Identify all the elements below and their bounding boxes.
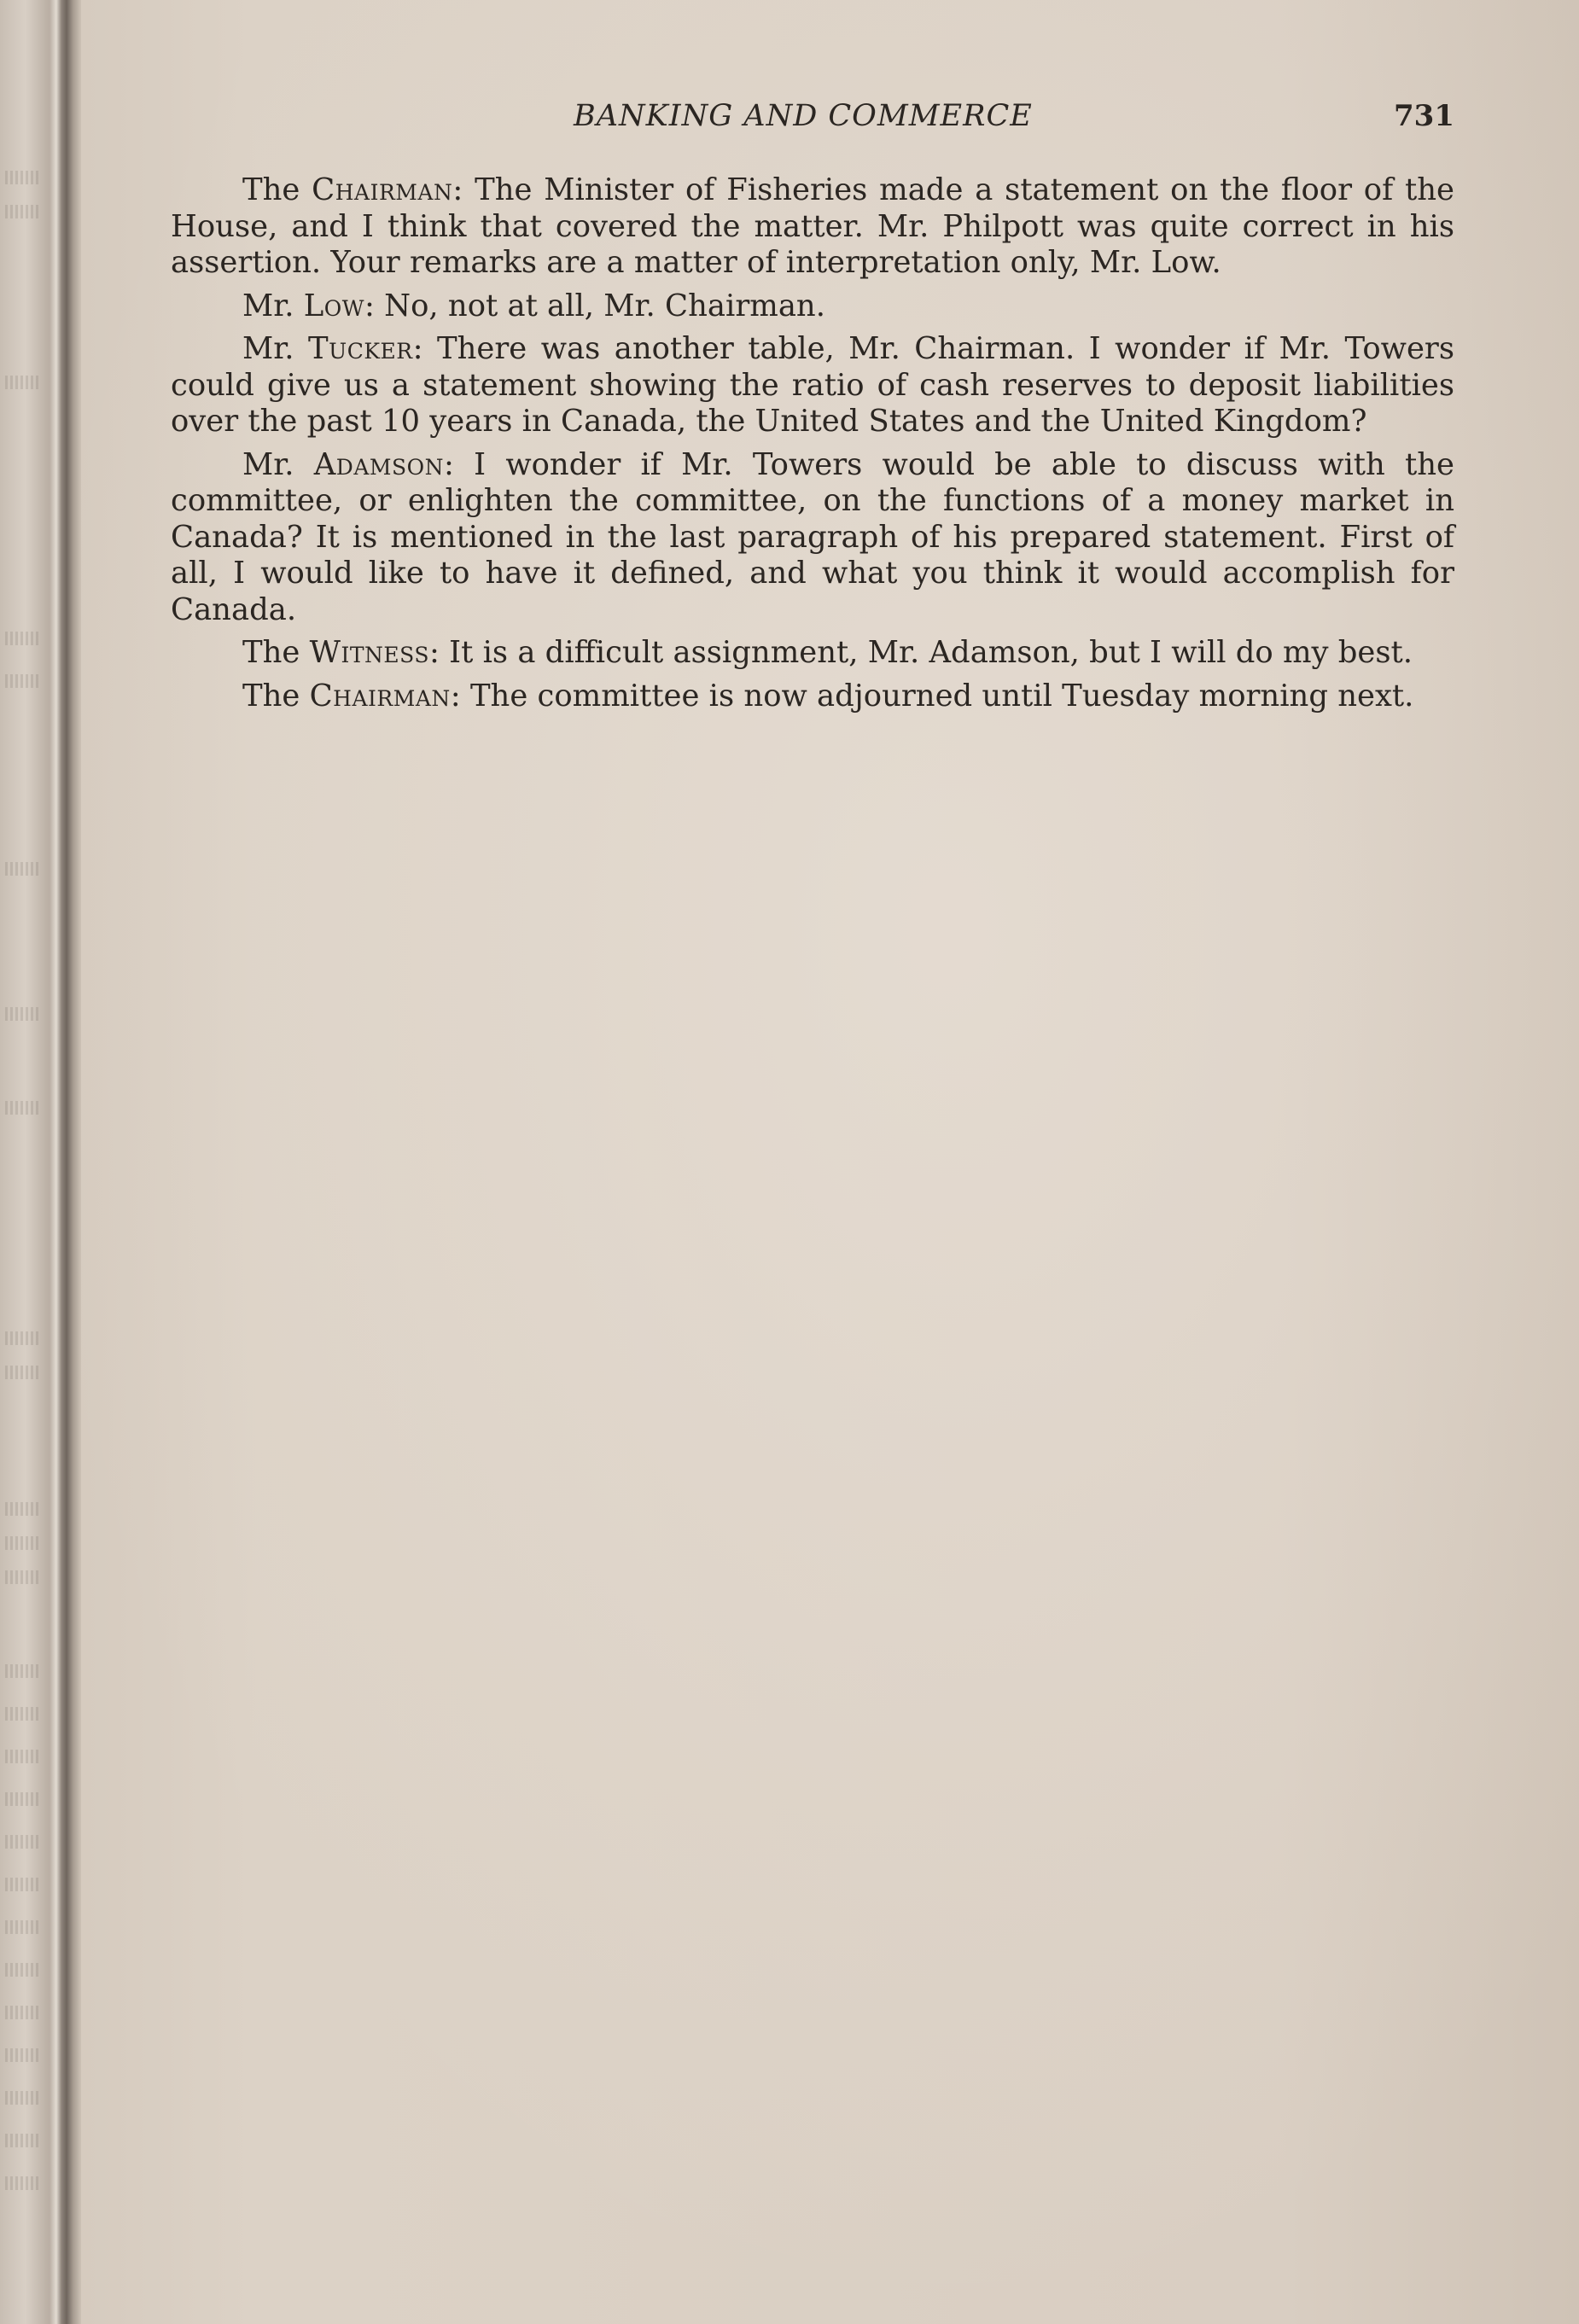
facing-page-bleed — [5, 1331, 39, 1345]
paragraph-text: : The committee is now adjourned until Tuesday morning next. — [450, 678, 1414, 714]
speaker-name: Low — [303, 288, 364, 323]
facing-page-bleed — [5, 2134, 39, 2147]
speaker-name: Chairman — [309, 678, 451, 714]
speaker-prefix: The — [242, 172, 312, 207]
paragraph — [171, 447, 1454, 629]
facing-page-bleed — [5, 632, 39, 645]
facing-page-bleed — [5, 1664, 39, 1678]
paragraph-text: : I wonder if Mr. Towers would be able to discuss with the committee, or enlighten the committee, on the functions of a money market in Canada? It is mentioned in the last paragraph of his prepared statement. First of all, I would like to have it defined, and what you think it would accomplish for Canada. — [171, 446, 1454, 627]
facing-page-bleed — [5, 2176, 39, 2190]
speaker-prefix: Mr. — [242, 331, 309, 366]
facing-page-bleed — [5, 1878, 39, 1891]
paragraph — [171, 679, 1454, 715]
speaker-name: Adamson — [313, 446, 444, 482]
paragraph — [171, 288, 1454, 325]
paragraph-text: : There was another table, Mr. Chairman. I wonder if Mr. Towers could give us a statement showing the ratio of cash reserves to deposit liabilities over the past 10 years in Canada, the United States and the United Kingdom? — [171, 331, 1454, 439]
running-head: BANKING AND COMMERCE — [574, 99, 1033, 133]
facing-page-bleed — [5, 1835, 39, 1849]
page-number: 731 — [1394, 99, 1454, 133]
body-text — [171, 172, 1454, 721]
facing-page-bleed — [5, 1007, 39, 1021]
speaker-prefix: Mr. — [242, 446, 314, 482]
facing-page-bleed — [5, 1536, 39, 1550]
facing-page-bleed — [5, 2048, 39, 2062]
book-gutter — [0, 0, 81, 2324]
speaker-name: Chairman — [312, 172, 453, 207]
facing-page-bleed — [5, 1750, 39, 1763]
facing-page-bleed — [5, 376, 39, 389]
facing-page-bleed — [5, 674, 39, 688]
facing-page-bleed — [5, 1101, 39, 1115]
speaker-prefix: Mr. — [242, 288, 304, 323]
paragraph — [171, 635, 1454, 672]
speaker-prefix: The — [242, 678, 310, 714]
speaker-name: Tucker — [308, 331, 413, 366]
facing-page-bleed — [5, 862, 39, 876]
facing-page-bleed — [5, 1920, 39, 1934]
speaker-prefix: The — [242, 635, 310, 670]
page-header — [171, 99, 1454, 137]
facing-page-bleed — [5, 1707, 39, 1721]
facing-page-bleed — [5, 1963, 39, 1977]
facing-page-bleed — [5, 171, 39, 184]
facing-page-bleed — [5, 2006, 39, 2019]
paragraph-text: : It is a difficult assignment, Mr. Adamson, but I will do my best. — [428, 635, 1413, 670]
paragraph — [171, 331, 1454, 440]
paragraph-text: : The Minister of Fisheries made a statement on the floor of the House, and I think that covered the matter. Mr. Philpott was quite correct in his assertion. Your remarks are a matter of interpretation only, Mr. Low. — [171, 172, 1454, 280]
facing-page-bleed — [5, 1792, 39, 1806]
facing-page-bleed — [5, 2091, 39, 2105]
paragraph-text: : No, not at all, Mr. Chairman. — [364, 288, 825, 323]
facing-page-bleed — [5, 1366, 39, 1379]
paragraph — [171, 172, 1454, 282]
speaker-name: Witness — [309, 635, 429, 670]
facing-page-bleed — [5, 1570, 39, 1584]
facing-page-bleed — [5, 1502, 39, 1516]
facing-page-bleed — [5, 205, 39, 218]
